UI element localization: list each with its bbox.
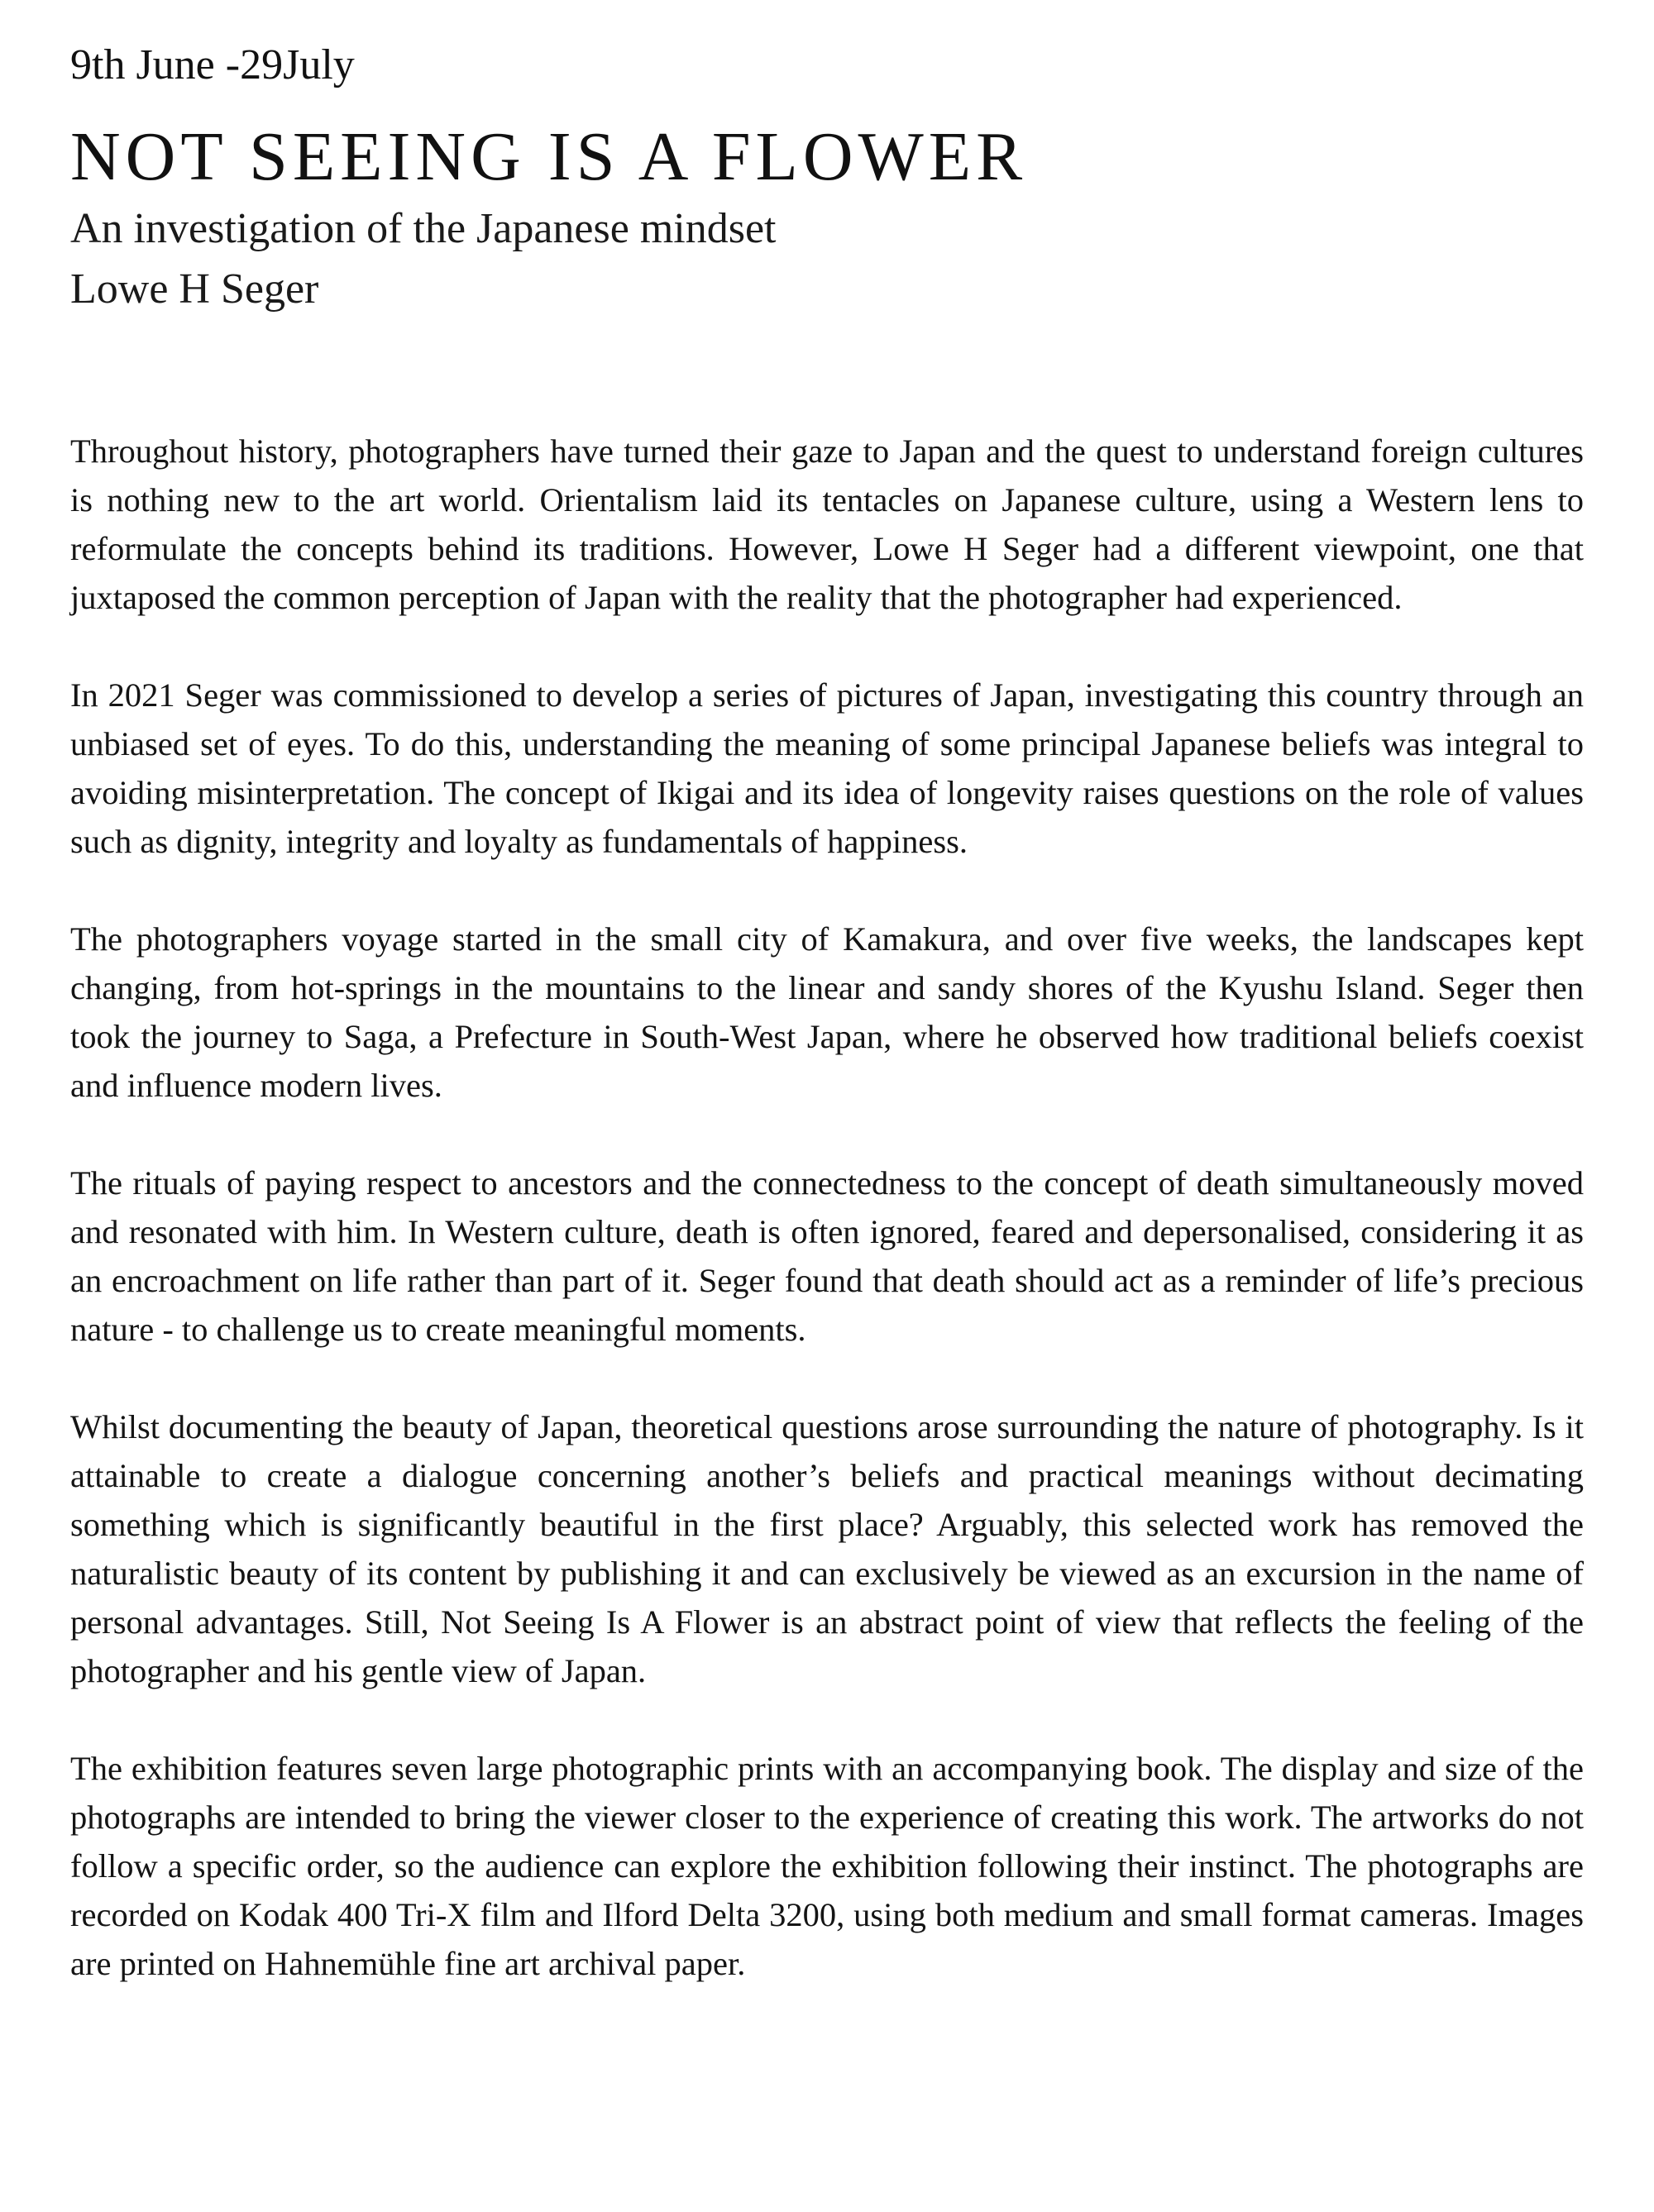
exhibition-title: NOT SEEING IS A FLOWER — [70, 118, 1028, 195]
paragraph-commission: In 2021 Seger was commissioned to develop a series of pictures of Japan, investigating this country through an unbiased set of eyes. To do this, understanding the meaning of some principal Japanese beliefs was integral to avoiding misinterpretation. The concept of Ikigai and its idea of longevity raises questions on the role of values such as dignity, integrity and loyalty as fundamentals of happiness. — [70, 676, 1584, 860]
exhibition-description — [70, 427, 1584, 2037]
exhibition-dates: 9th June -29July — [70, 41, 355, 88]
paragraph-intro: Throughout history, photographers have turned their gaze to Japan and the quest to understand foreign cultures is nothing new to the art world. Orientalism laid its tentacles on Japanese culture, using a Western lens to reformulate the concepts behind its traditions. However, Lowe H Seger had a different viewpoint, one that juxtaposed the common perception of Japan with the reality that the photographer had experienced. — [70, 432, 1584, 616]
paragraph-voyage: The photographers voyage started in the small city of Kamakura, and over five weeks, the landscapes kept changing, from hot-springs in the mountains to the linear and sandy shores of the Kyushu Island. Seger then took the journey to Saga, a Prefecture in South-West Japan, where he observed how traditional beliefs coexist and influence modern lives. — [70, 920, 1584, 1104]
artist-name: Lowe H Seger — [70, 265, 319, 313]
paragraph-rituals: The rituals of paying respect to ancestors and the connectedness to the concept of death simultaneously moved and resonated with him. In Western culture, death is often ignored, feared and depersonalised, considering it as an encroachment on life rather than part of it. Seger found that death should act as a reminder of life’s precious nature - to challenge us to create meaningful moments. — [70, 1164, 1584, 1348]
exhibition-subtitle: An investigation of the Japanese mindset — [70, 205, 777, 252]
paragraph-questions: Whilst documenting the beauty of Japan, theoretical questions arose surrounding the nature of photography. Is it attainable to create a dialogue concerning another’s beliefs and practical meanings without decimating something which is significantly beautiful in the first place? Arguably, this selected work has removed the naturalistic beauty of its content by publishing it and can exclusively be viewed as an excursion in the name of personal advantages. Still, Not Seeing Is A Flower is an abstract point of view that reflects the feeling of the photographer and his gentle view of Japan. — [70, 1408, 1584, 1689]
paragraph-exhibition-details: The exhibition features seven large photographic prints with an accompanying book. The display and size of the photographs are intended to bring the viewer closer to the experience of creating this work. The artworks do not follow a specific order, so the audience can explore the exhibition following their instinct. The photographs are recorded on Kodak 400 Tri-X film and Ilford Delta 3200, using both medium and small format cameras. Images are printed on Hahnemühle fine art archival paper. — [70, 1750, 1584, 1982]
